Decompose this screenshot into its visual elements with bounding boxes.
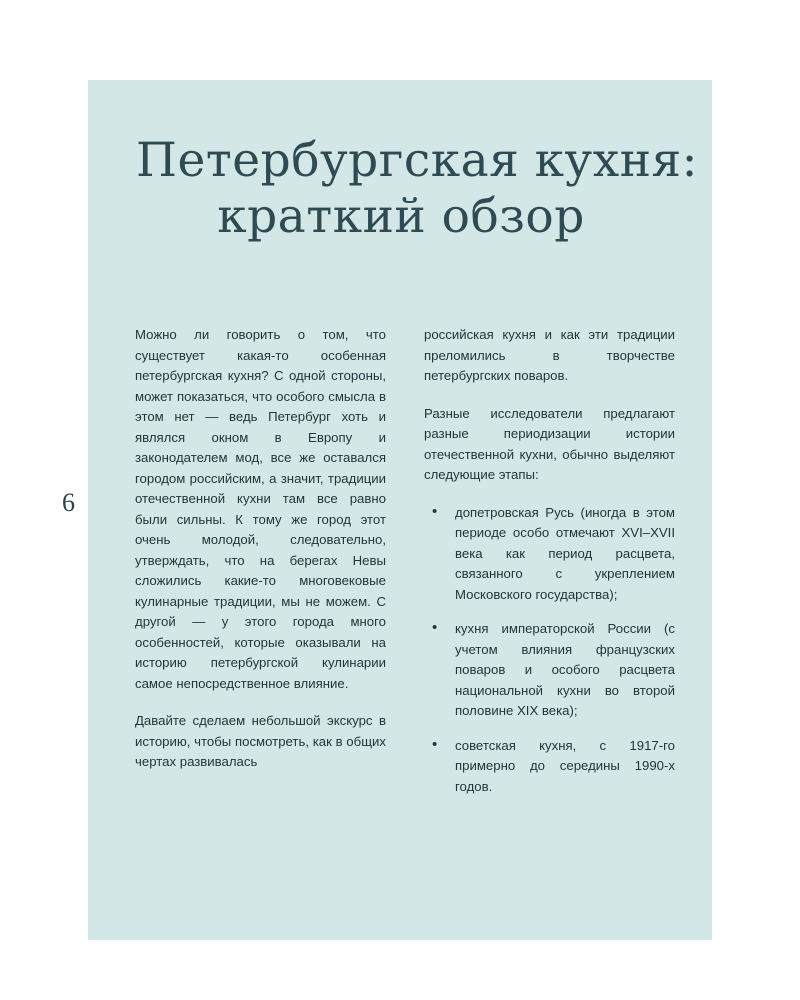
page-panel [88,80,712,940]
paragraph: Можно ли говорить о том, что существует какая-то особенная петербургская кухня? С одной стороны, может показаться, что особого смысла в этом нет — ведь Петербург хоть и являлся окном в Европу и законодателем мод, все же оставался городом российским, а значит, традиции отечественной кухни там все равно были сильны. К тому же город этот очень молодой, следовательно, утверждать, что на берегах Невы сложились какие-то многовековые кулинарные традиции, мы не можем. С другой — у этого города много особенностей, которые оказывали на историю петербургской кулинарии самое непосредственное влияние. [135,327,386,691]
title-line-1: Петербургская кухня: [136,133,699,188]
paragraph: российская кухня и как эти традиции преломились в творчестве петербургских поваров. [424,327,675,383]
body-columns [135,325,675,797]
period-list [424,503,675,798]
list-item: • кухня императорской России (с учетом влияния французских поваров и особого расцвета национальной кухни во второй половине XIX века); [424,619,675,722]
running-head [87,0,109,86]
page-title [136,133,699,245]
paragraph: Разные исследователи предлагают разные периодизации истории отечественной кухни, обычно выделяют следующие этапы: [424,405,675,482]
page-number: 6 [62,488,75,517]
list-item: • советская кухня, с 1917-го примерно до середины 1990-х годов. [424,736,675,798]
right-column [424,325,675,797]
paragraph: Давайте сделаем небольшой экскурс в историю, чтобы посмотреть, как в общих чертах развивалась [135,713,386,769]
list-item: • допетровская Русь (иногда в этом периоде особо отмечают XVI–XVII века как период расцвета, связанного с укреплением Московского государства); [424,503,675,606]
left-column [135,325,386,797]
title-line-2: краткий обзор [217,189,585,245]
